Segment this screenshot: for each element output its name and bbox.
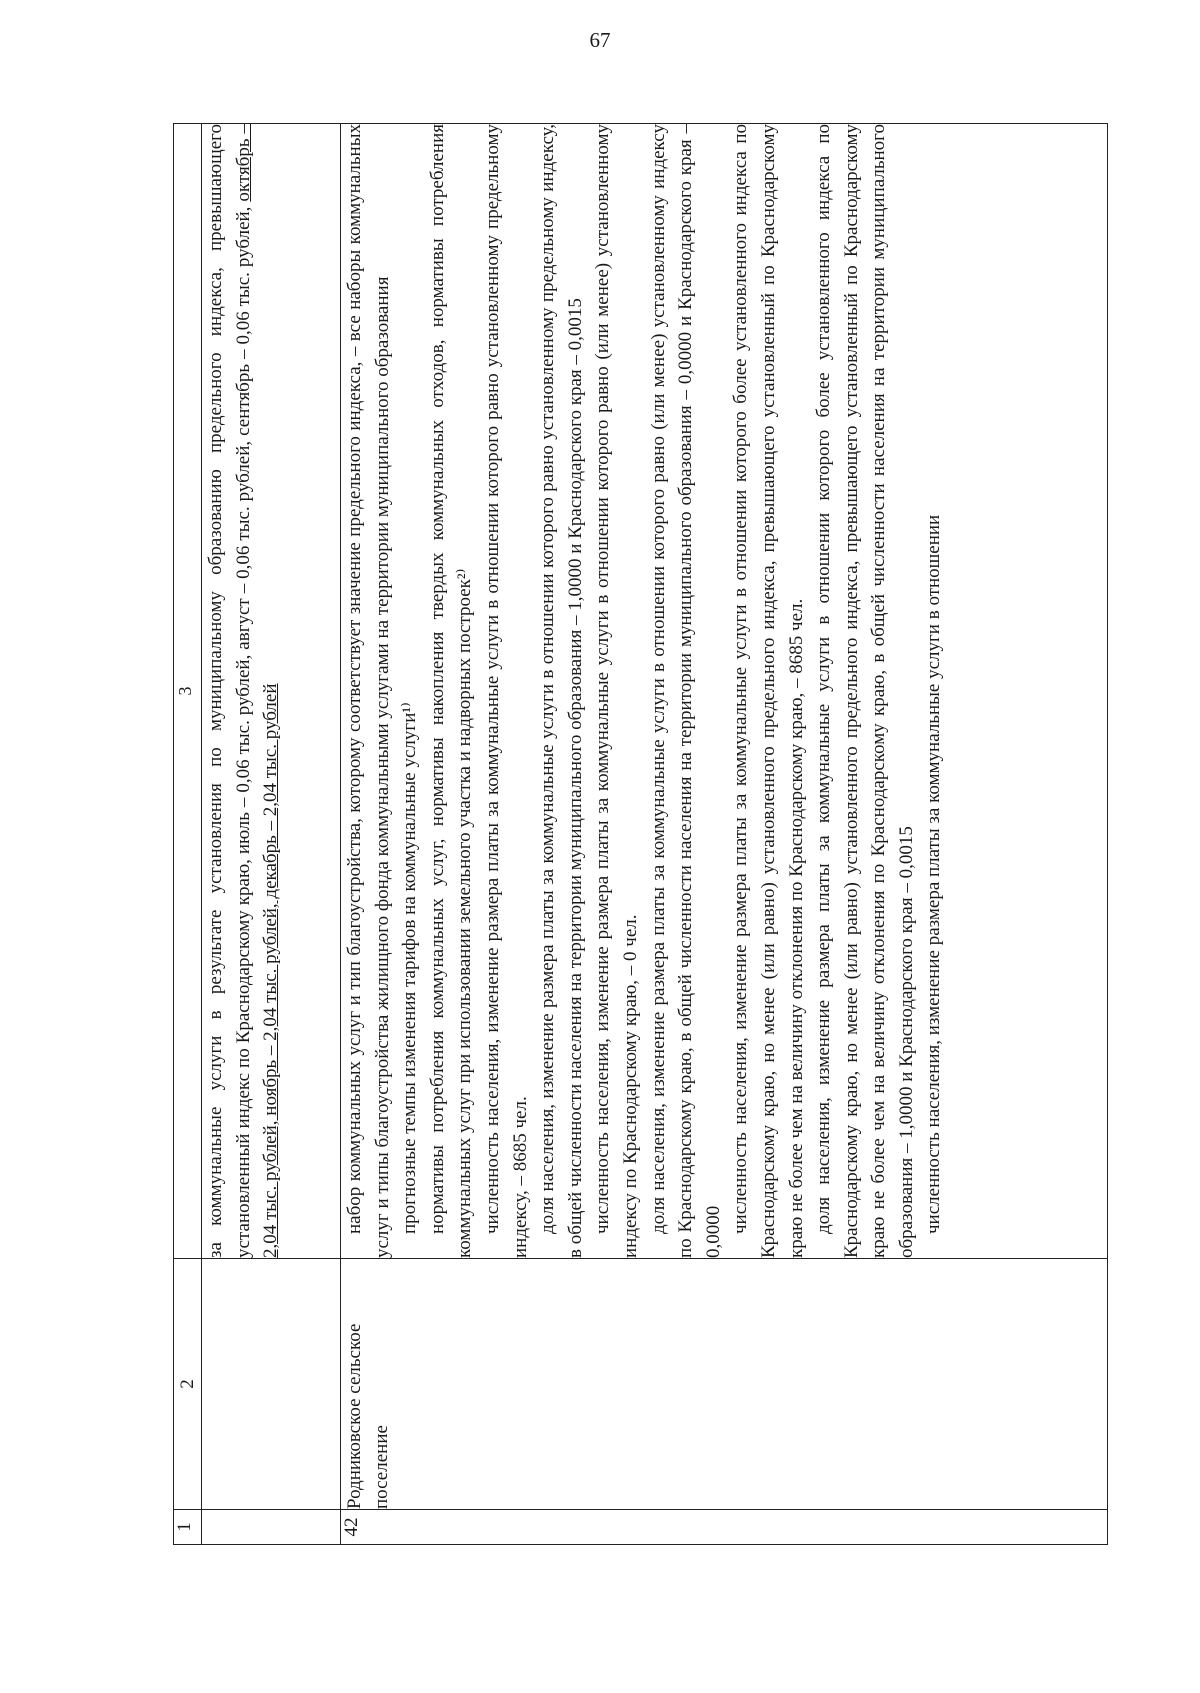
header-col-3: 3 xyxy=(174,124,202,1259)
municipality-name: Родниковское сельское поселение xyxy=(341,1259,1108,1510)
detail-paragraph: набор коммунальных услуг и тип благоустройства, которому соответствует значение предельного индекса, – все наборы коммунальных услуг и типы благоустройства жилищного фонда коммунальными услугами на территории муниципального образования xyxy=(344,124,393,1258)
row-details-cell xyxy=(341,124,1108,1259)
continuation-paragraph xyxy=(202,124,285,1258)
detail-paragraph: доля населения, изменение размера платы за коммунальные услуги в отношении которого равно установленному предельному индексу, в общей численности населения на территории муниципального образования – 1,0000 и Краснодарского края – 0,0015 xyxy=(537,124,586,1258)
header-col-1: 1 xyxy=(174,1510,202,1545)
detail-paragraph: прогнозные темпы изменения тарифов на коммунальные услуги¹⁾ xyxy=(399,702,421,1234)
header-col-2: 2 xyxy=(174,1259,202,1510)
rotated-table-container xyxy=(173,123,1108,1545)
continuation-text-underlined: октябрь – 2,04 тыс. рублей, ноябрь – 2,04 тыс. рублей, декабрь – 2,04 тыс. рублей xyxy=(232,124,282,1258)
page-number: 67 xyxy=(589,28,611,52)
detail-paragraph: численность населения, изменение размера платы за коммунальные услуги в отношении xyxy=(923,514,945,1234)
detail-paragraph: нормативы потребления коммунальных услуг, нормативы накопления твердых коммунальных отходов, нормативы потребления коммунальных услуг при использовании земельного участка и надворных построек²⁾ xyxy=(426,124,476,1258)
continuation-name-cell xyxy=(202,1259,341,1510)
detail-paragraph: численность населения, изменение размера платы за коммунальные услуги в отношении которого равно (или менее) установленному индексу по Краснодарскому краю, – 0 чел. xyxy=(592,124,641,1258)
continuation-row xyxy=(202,124,341,1545)
detail-paragraph: численность населения, изменение размера платы за коммунальные услуги в отношении которого более установленного индекса по Краснодарскому краю, но менее (или равно) установленного предельного индекса, превышающего установленный по Краснодарскому краю не более чем на величину отклонения по Краснодарскому краю, – 8685 чел. xyxy=(730,124,807,1258)
continuation-number-cell xyxy=(202,1510,341,1545)
table-header-row xyxy=(174,124,202,1545)
detail-paragraph: доля населения, изменение размера платы за коммунальные услуги в отношении которого более установленного индекса по Краснодарскому краю, но менее (или равно) установленного предельного индекса, превышающего установленный по Краснодарскому краю не более чем на величину отклонения по Краснодарскому краю, в общей численности населения на территории муниципального образования – 1,0000 и Краснодарского края – 0,0015 xyxy=(813,124,917,1258)
continuation-text: за коммунальные услуги в результате установления по муниципальному образованию предельного индекса, превышающего установленный индекс по Краснодарскому краю, июль – 0,06 тыс. рублей, август – 0,06 тыс. рублей, сентябрь – 0,06 тыс. рублей, xyxy=(205,124,254,1258)
table-row-42 xyxy=(341,124,1108,1545)
row-number: 42 xyxy=(341,1510,1108,1545)
tariff-table xyxy=(173,123,1108,1545)
detail-paragraph: численность населения, изменение размера платы за коммунальные услуги в отношении которого равно установленному предельному индексу, – 8685 чел. xyxy=(481,124,531,1258)
continuation-text-cell xyxy=(202,124,341,1259)
detail-paragraph: доля населения, изменение размера платы за коммунальные услуги в отношении которого равно (или менее) установленному индексу по Краснодарскому краю, в общей численности населения на территории муниципального образования – 0,0000 и Краснодарского края – 0,0000 xyxy=(647,124,724,1258)
